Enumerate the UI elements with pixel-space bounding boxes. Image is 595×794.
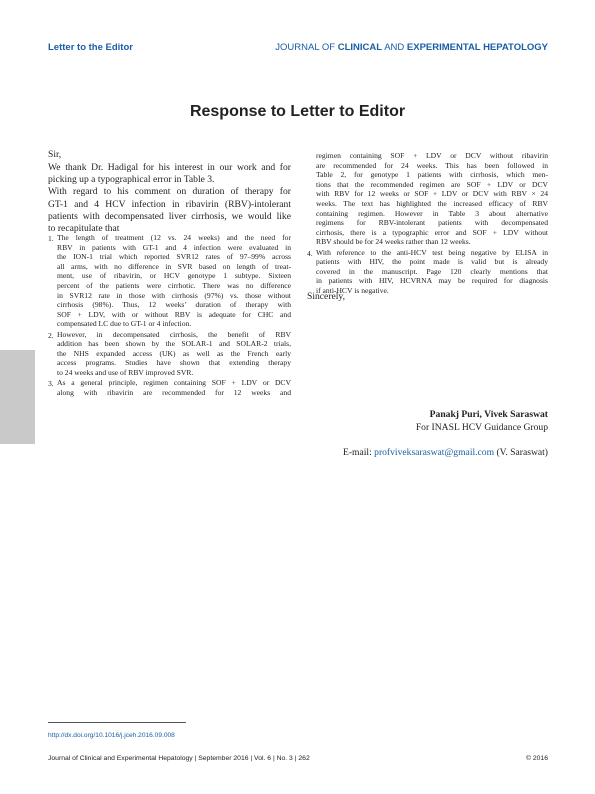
list-item-line: However, in decompensated cirrhosis, the benefit of RBV: [57, 329, 291, 339]
list-number: 4.: [307, 248, 313, 258]
list-item-line: Table 2, for genotype 1 patients with cirrhosis, which men-: [316, 170, 548, 180]
paragraph-line: patients with decompensated liver cirrhosis, we would like: [48, 210, 291, 222]
journal-name-part: EXPERIMENTAL HEPATOLOGY: [406, 42, 548, 53]
author-affiliation: For INASL HCV Guidance Group: [415, 422, 548, 433]
footer-copyright: © 2016: [525, 755, 548, 762]
list-item-line: compensated LC due to GT-1 or 4 infection.: [57, 319, 192, 329]
paragraph-line: GT-1 and 4 HCV infection in ribavirin (RBV)-intolerant: [48, 198, 291, 210]
list-item-line: As a general principle, regimen containing SOF + LDV or DCV: [57, 378, 291, 387]
paragraph-line: With regard to his comment on duration of therapy for: [48, 186, 291, 198]
email-prefix: E-mail:: [342, 447, 375, 458]
list-item-line: in patients with HIV, HCVRNA may be required for diagnosis: [316, 276, 548, 286]
journal-name: [275, 42, 548, 53]
section-label: Letter to the Editor: [48, 42, 133, 53]
list-number: 2.: [48, 330, 54, 340]
paragraph-line: We thank Dr. Hadigal for his interest in our work and for: [48, 162, 291, 173]
list-item-line: regimen containing SOF + LDV or DCV without ribavirin: [316, 151, 548, 160]
author-email: [343, 447, 548, 458]
list-item-line: SOF + LDV, with or without RBV is adequate for CHC and: [57, 309, 291, 319]
author-names: Panakj Puri, Vivek Saraswat: [429, 409, 548, 420]
footnote-rule: [48, 722, 186, 723]
email-suffix: (V. Saraswat): [494, 447, 548, 458]
journal-name-part: AND: [382, 42, 407, 53]
list-item-line: the ION-1 trial which reported SVR12 rates of 97–99% across: [57, 252, 291, 262]
list-item-line: the NHS expanded access (UK) as well as the French early: [57, 348, 291, 358]
list-item-line: addition has been shown by the SOLAR-1 and SOLAR-2 trials,: [57, 339, 291, 349]
list-item-line: in SVR12 rate in those with cirrhosis (97%) vs. those without: [57, 290, 291, 300]
list-item-line: With reference to the anti-HCV test being negative by ELISA in: [316, 247, 548, 257]
list-item-line: regimens for RBV-intolerant patients with decompensated: [316, 218, 548, 228]
footer-citation: Journal of Clinical and Experimental Hepatology | September 2016 | Vol. 6 | No. 3 | 262: [48, 755, 310, 762]
article-title: Response to Letter to Editor: [189, 103, 406, 120]
list-item-line: tions that the recommended regimen are SOF + LDV or DCV: [316, 179, 548, 189]
list-item-line: with RBV for 12 weeks or SOF + LDV or DCV with RBV × 24: [316, 189, 548, 199]
journal-name-part: CLINICAL: [337, 42, 383, 53]
journal-name-part: JOURNAL OF: [275, 42, 338, 53]
list-item-line: weeks. The text has highlighted the increased efficacy of RBV: [316, 199, 548, 208]
list-item-line: The length of treatment (12 vs. 24 weeks) and the need for: [57, 233, 291, 242]
list-item-line: cirrhosis, there is a typographic error and SOF + LDV without: [316, 227, 548, 237]
side-tab: [0, 350, 35, 444]
list-item-line: RBV in patients with GT-1 and 4 infection were evaluated in: [57, 242, 291, 252]
list-item-line: percent of the patients were cirrhotic. There was no difference: [57, 281, 291, 290]
list-item-line: access programs. Studies have shown that extending therapy: [57, 358, 291, 368]
salutation: Sir,: [48, 149, 62, 160]
list-number: 1.: [48, 234, 54, 243]
list-item-line: are recommended for 24 weeks. This has been followed in: [316, 160, 548, 170]
list-item-line: ment, use of ribavirin, or HCV genotype 1 subtype. Sixteen: [57, 271, 291, 281]
list-item-line: along with ribavirin are recommended for 12 weeks and: [57, 387, 291, 397]
list-item-line: to 24 weeks and use of RBV improved SVR.: [57, 367, 194, 377]
list-item-line: all arms, with no difference in SVR based on length of treat-: [57, 261, 291, 271]
list-item-line: covered in the manuscript. Page 120 clearly mentions that: [316, 266, 548, 276]
list-item-line: RBV should be for 24 weeks rather than 12 weeks.: [316, 237, 471, 247]
list-item-line: patients with HIV, the point made is valid but is already: [316, 257, 548, 267]
doi-link[interactable]: http://dx.doi.org/10.1016/j.jceh.2016.09.008: [48, 732, 175, 739]
paragraph-line: to recapitulate that: [48, 223, 120, 234]
list-item-line: containing regimen. However in Table 3 about alternative: [316, 208, 548, 218]
list-number: 3.: [48, 379, 54, 388]
email-link[interactable]: profviveksaraswat@gmail.com: [374, 447, 495, 458]
list-item-line: cirrhosis (98%). Thus, 12 weeks’ duration of therapy with: [57, 300, 291, 310]
list-item-line: if anti-HCV is negative.: [316, 285, 389, 295]
closing: Sincerely,: [307, 291, 346, 302]
paragraph-line: picking up a typographical error in Table 3.: [48, 174, 215, 186]
